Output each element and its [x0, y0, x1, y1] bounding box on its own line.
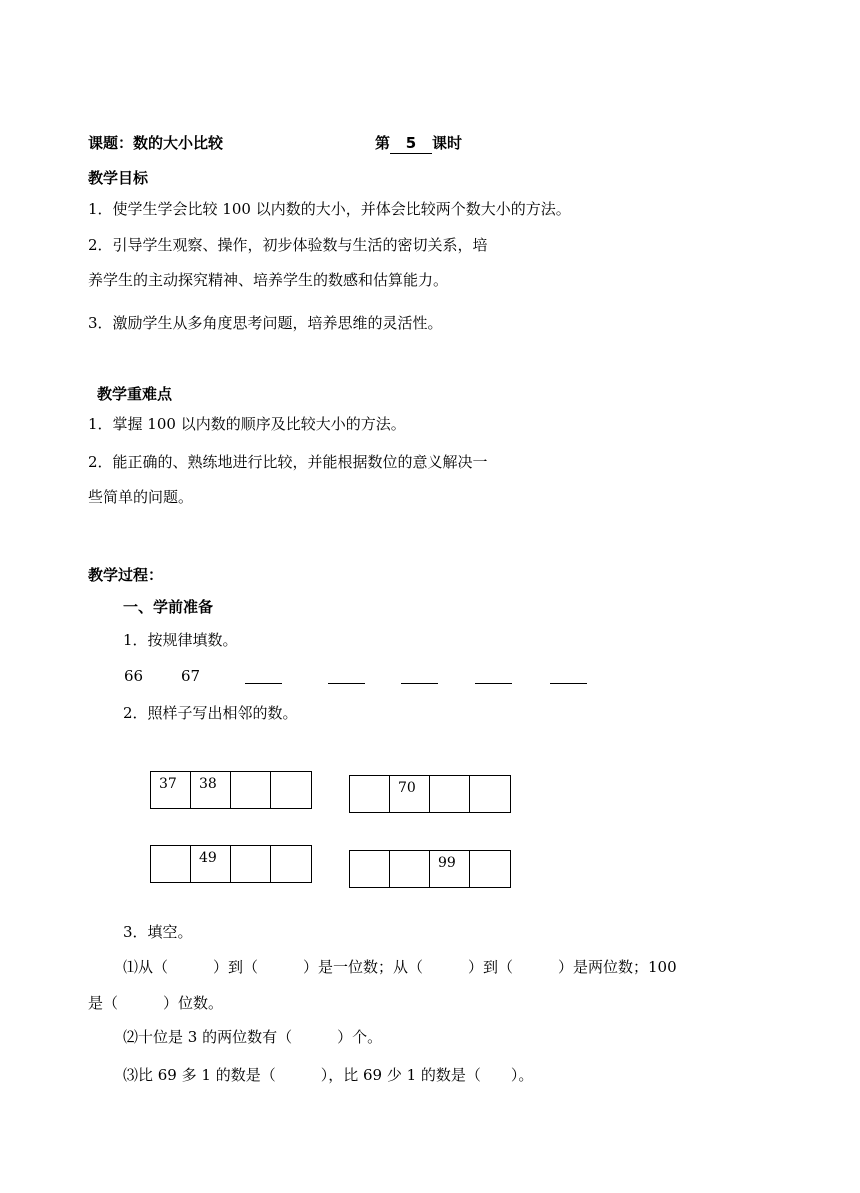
key-point-item: 2．能正确的、熟练地进行比较，并能根据数位的意义解决一	[88, 453, 488, 471]
number-grid	[150, 845, 312, 883]
grid-cell[interactable]	[350, 776, 390, 812]
question-3: ⑶比 69 多 1 的数是（ ），比 69 少 1 的数是（ ）。	[123, 1066, 534, 1084]
lesson-prefix: 第	[375, 134, 391, 152]
question-1-line-1: ⑴从（ ）到（ ）是一位数；从（ ）到（ ）是两位数；100	[123, 958, 677, 976]
objective-item: 3．激励学生从多角度思考问题，培养思维的灵活性。	[88, 314, 443, 332]
grid-cell[interactable]	[430, 776, 470, 812]
answer-blank[interactable]	[245, 683, 282, 684]
objective-item: 2．引导学生观察、操作，初步体验数与生活的密切关系，培	[88, 236, 488, 254]
grid-cell[interactable]	[271, 846, 311, 882]
grid-cell: 99	[430, 851, 470, 887]
objective-item: 1．使学生学会比较 100 以内数的大小，并体会比较两个数大小的方法。	[88, 200, 571, 218]
grid-cell[interactable]	[151, 846, 191, 882]
grid-cell[interactable]	[271, 772, 311, 808]
process-heading: 教学过程：	[88, 566, 164, 584]
grid-cell[interactable]	[231, 772, 271, 808]
grid-cell: 70	[390, 776, 430, 812]
answer-blank[interactable]	[550, 683, 587, 684]
lesson-number: 5	[390, 133, 432, 154]
sequence-number: 67	[181, 667, 201, 685]
lesson-number-line	[375, 133, 462, 154]
task-neighbor-numbers: 2．照样子写出相邻的数。	[123, 704, 298, 722]
lesson-title: 课题：数的大小比较	[88, 134, 224, 152]
answer-blank[interactable]	[401, 683, 438, 684]
grid-cell[interactable]	[350, 851, 390, 887]
lesson-suffix: 课时	[432, 134, 463, 152]
key-point-item: 1．掌握 100 以内数的顺序及比较大小的方法。	[88, 415, 406, 433]
question-2: ⑵十位是 3 的两位数有（ ）个。	[123, 1028, 383, 1046]
grid-cell[interactable]	[390, 851, 430, 887]
task-fill-pattern: 1．按规律填数。	[123, 631, 238, 649]
grid-cell[interactable]	[470, 851, 510, 887]
question-1-line-2: 是（ ）位数。	[88, 994, 224, 1012]
key-point-item: 些简单的问题。	[88, 488, 194, 506]
grid-cell: 37	[151, 772, 191, 808]
objectives-heading: 教学目标	[88, 169, 149, 187]
grid-cell[interactable]	[231, 846, 271, 882]
number-grid	[349, 850, 511, 888]
number-grid	[349, 775, 511, 813]
answer-blank[interactable]	[475, 683, 512, 684]
objective-item: 养学生的主动探究精神、培养学生的数感和估算能力。	[88, 271, 449, 289]
task-fill-blanks: 3．填空。	[123, 923, 193, 941]
grid-cell: 38	[191, 772, 231, 808]
number-grid	[150, 771, 312, 809]
key-points-heading: 教学重难点	[97, 385, 173, 403]
grid-cell[interactable]	[470, 776, 510, 812]
sequence-number: 66	[124, 667, 144, 685]
grid-cell: 49	[191, 846, 231, 882]
section-prep-heading: 一、学前准备	[123, 598, 214, 616]
answer-blank[interactable]	[328, 683, 365, 684]
